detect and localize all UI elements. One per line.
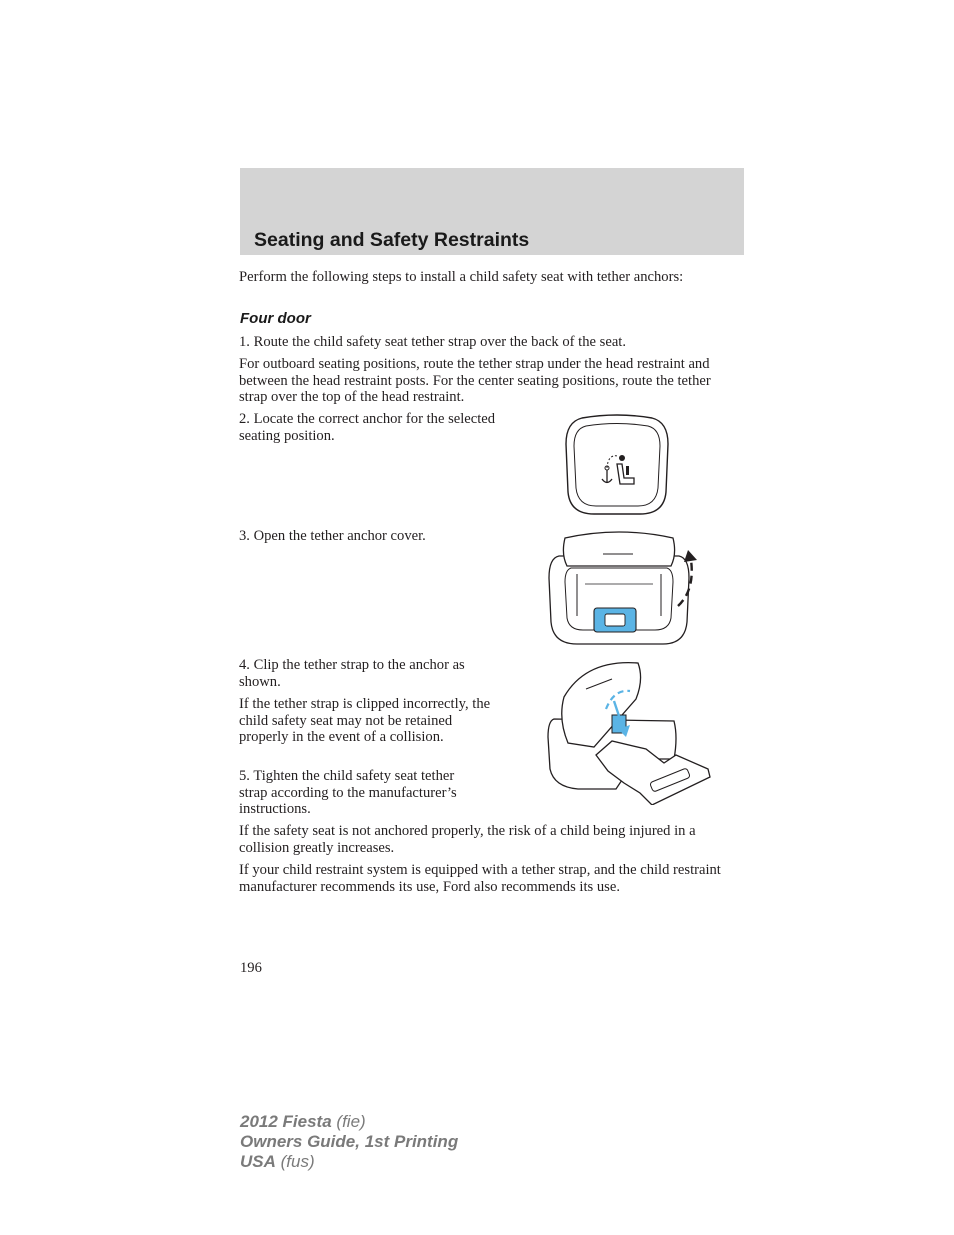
step-3: 3. Open the tether anchor cover. — [239, 528, 426, 544]
footer-market-code: (fus) — [280, 1152, 315, 1171]
step-5: 5. Tighten the child safety seat tether strap according to the manufacturer’s instructions. — [239, 768, 457, 818]
section-title: Seating and Safety Restraints — [254, 229, 530, 251]
step-4-warning: If the tether strap is clipped incorrectly, the child safety seat may not be retained properly in the event of a collision. — [239, 696, 491, 746]
clip-strap-illustration — [546, 659, 712, 805]
footer-model-code: (fie) — [336, 1112, 366, 1131]
anchor-warning: If the safety seat is not anchored properly, the risk of a child being injured in a collision greatly increases. — [239, 823, 696, 856]
footer-model: 2012 Fiesta — [240, 1112, 332, 1131]
subheading: Four door — [240, 310, 311, 327]
step-2: 2. Locate the correct anchor for the selected seating position. — [239, 411, 496, 444]
step-4: 4. Clip the tether strap to the anchor as shown. — [239, 657, 465, 690]
footer-line-1 — [240, 1112, 458, 1132]
section-header — [240, 168, 744, 255]
open-cover-illustration — [545, 524, 703, 648]
step-1-detail: For outboard seating positions, route the tether strap under the head restraint and between the head restraint posts. For the center seating positions, route the tether strap over the top of the head restraint. — [239, 356, 711, 406]
footer-market: USA — [240, 1152, 276, 1171]
footer-line-3 — [240, 1152, 458, 1172]
intro-paragraph: Perform the following steps to install a child safety seat with tether anchors: — [239, 269, 684, 285]
anchor-cover-illustration — [562, 414, 672, 520]
recommendation: If your child restraint system is equipped with a tether strap, and the child restraint manufacturer recommends its use, Ford also recommends its use. — [239, 862, 721, 895]
document-footer — [240, 1112, 458, 1172]
step-1: 1. Route the child safety seat tether strap over the back of the seat. — [239, 334, 626, 350]
page-number: 196 — [240, 960, 262, 976]
footer-line-2: Owners Guide, 1st Printing — [240, 1132, 459, 1151]
